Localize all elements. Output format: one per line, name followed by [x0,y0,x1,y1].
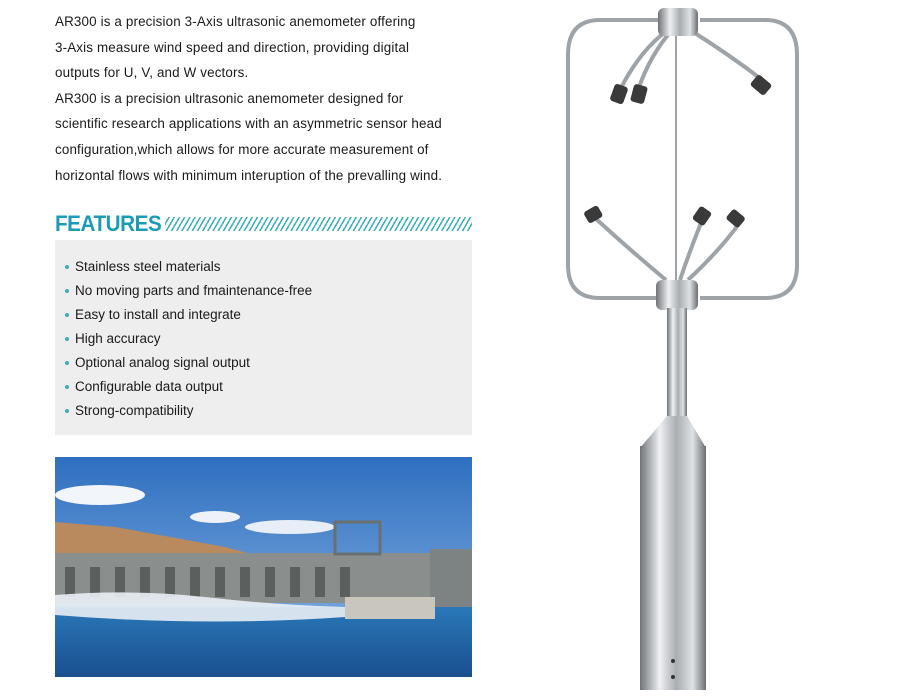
description-line: scientific research applications with an asymmetric sensor head [55,116,442,132]
description-line: outputs for U, V, and W vectors. [55,65,249,81]
sensor-frame [568,20,797,298]
feature-item: Optional analog signal output [65,351,472,375]
product-description [55,9,475,188]
feature-item: Configurable data output [65,375,472,399]
bullet-icon [65,337,69,341]
features-list [55,240,472,423]
bullet-icon [65,289,69,293]
bullet-icon [65,313,69,317]
description-line: horizontal flows with minimum interuption of the prevalling wind. [55,167,443,183]
description-line: configuration,which allows for more accurate measurement of [55,141,429,157]
feature-item: No moving parts and fmaintenance-free [65,279,472,303]
description-line: AR300 is a precision 3-Axis ultrasonic anemometer offering [55,14,416,29]
dam-photo [55,457,472,677]
bullet-icon [65,385,69,389]
feature-item: Stainless steel materials [65,255,472,279]
feature-item: High accuracy [65,327,472,351]
description-line: AR300 is a precision ultrasonic anemometer designed for [55,90,404,106]
hatch-decoration [165,217,472,231]
anemometer-image [540,0,830,699]
feature-item: Strong-compatibility [65,399,472,423]
features-heading [55,210,472,238]
bullet-icon [65,409,69,413]
bullet-icon [65,265,69,269]
description-line: 3-Axis measure wind speed and direction, providing digital [55,39,410,55]
bullet-icon [65,361,69,365]
features-title: FEATURES [55,211,162,236]
feature-item: Easy to install and integrate [65,303,472,327]
features-panel [55,240,472,435]
